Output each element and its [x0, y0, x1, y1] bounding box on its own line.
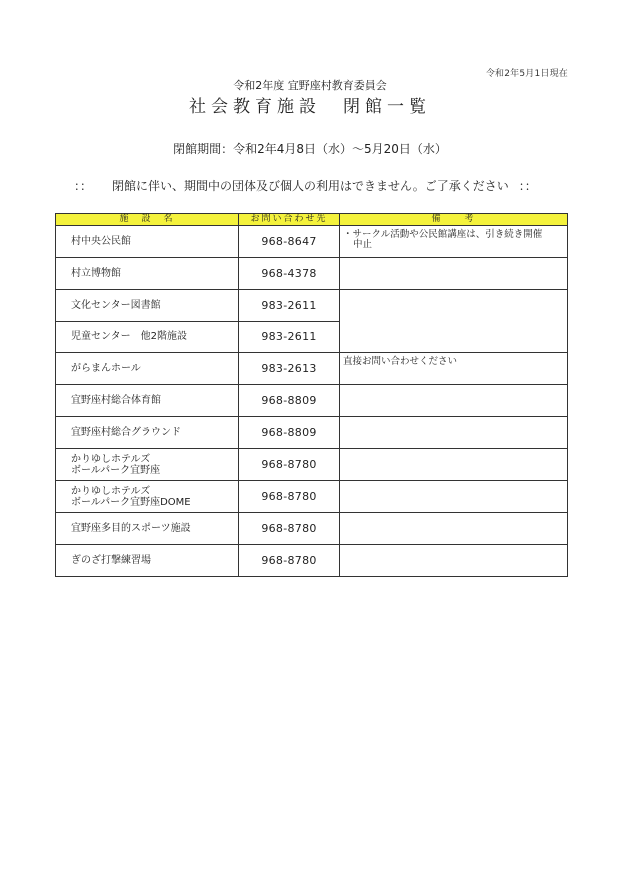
facility-name: ぎのざ打撃練習場 [56, 545, 239, 577]
facility-phone: 968-8780 [239, 545, 340, 577]
table-row [56, 417, 568, 449]
facility-name-line-2: ボールパーク宜野座DOME [71, 496, 191, 508]
facility-name [56, 449, 239, 481]
table-row [56, 321, 568, 353]
facility-phone: 968-8780 [239, 513, 340, 545]
table-row [56, 449, 568, 481]
page-title: 社会教育施設 閉館一覧 [189, 97, 431, 117]
organization-line: 令和2年度 宜野座村教育委員会 [233, 79, 387, 92]
remark-cell [340, 545, 568, 577]
notice-prefix: ：： [74, 179, 93, 193]
facility-name: 宜野座多目的スポーツ施設 [56, 513, 239, 545]
remark-line-1: ・サークル活動や公民館講座は、引き続き開催 [343, 229, 543, 240]
facility-name: がらまんホール [56, 353, 239, 385]
closure-period: 閉館期間：令和2年4月8日（水）～5月20日（水） [173, 142, 447, 156]
remark-cell [340, 226, 568, 258]
facility-name-line-2: ボールパーク宜野座 [71, 464, 161, 476]
facility-name: 村立博物館 [56, 258, 239, 290]
facility-table [55, 213, 568, 577]
table-row [56, 290, 568, 322]
remark-cell [340, 321, 568, 353]
table-row [56, 226, 568, 258]
facility-name: 村中央公民館 [56, 226, 239, 258]
facility-phone: 968-8780 [239, 449, 340, 481]
table-row [56, 258, 568, 290]
report-date: 令和2年5月1日現在 [485, 69, 568, 79]
facility-phone: 968-8647 [239, 226, 340, 258]
remark-cell [340, 449, 568, 481]
remark-cell [340, 258, 568, 290]
remark-cell [340, 481, 568, 513]
facility-name: 児童センター 他2階施設 [56, 321, 239, 353]
header-remarks: 備 考 [340, 214, 568, 226]
table-row [56, 481, 568, 513]
facility-phone: 968-8809 [239, 385, 340, 417]
remark-cell [340, 417, 568, 449]
facility-phone: 968-4378 [239, 258, 340, 290]
table-row [56, 545, 568, 577]
table-row [56, 513, 568, 545]
facility-name-line-1: かりゆしホテルズ [71, 453, 151, 465]
facility-name: 文化センター図書館 [56, 290, 239, 322]
facility-phone: 983-2613 [239, 353, 340, 385]
remark-cell [340, 513, 568, 545]
notice-line [74, 177, 537, 194]
table-row [56, 385, 568, 417]
notice-text: 閉館に伴い、期間中の団体及び個人の利用はできません。ご了承ください [112, 179, 509, 193]
remark-cell: 直接お問い合わせください [340, 353, 568, 385]
notice-suffix: ：： [518, 179, 537, 193]
facility-name [56, 481, 239, 513]
facility-phone: 968-8809 [239, 417, 340, 449]
facility-phone: 983-2611 [239, 321, 340, 353]
table-header-row [56, 214, 568, 226]
facility-name-line-1: かりゆしホテルズ [71, 485, 151, 497]
facility-phone: 983-2611 [239, 290, 340, 322]
remark-cell [340, 290, 568, 322]
facility-phone: 968-8780 [239, 481, 340, 513]
header-contact: お問い合わせ先 [239, 214, 340, 226]
facility-name: 宜野座村総合グラウンド [56, 417, 239, 449]
remark-cell [340, 385, 568, 417]
header-facility-name: 施 設 名 [56, 214, 239, 226]
table-row [56, 353, 568, 385]
facility-name: 宜野座村総合体育館 [56, 385, 239, 417]
remark-line-2: 中止 [353, 239, 373, 250]
